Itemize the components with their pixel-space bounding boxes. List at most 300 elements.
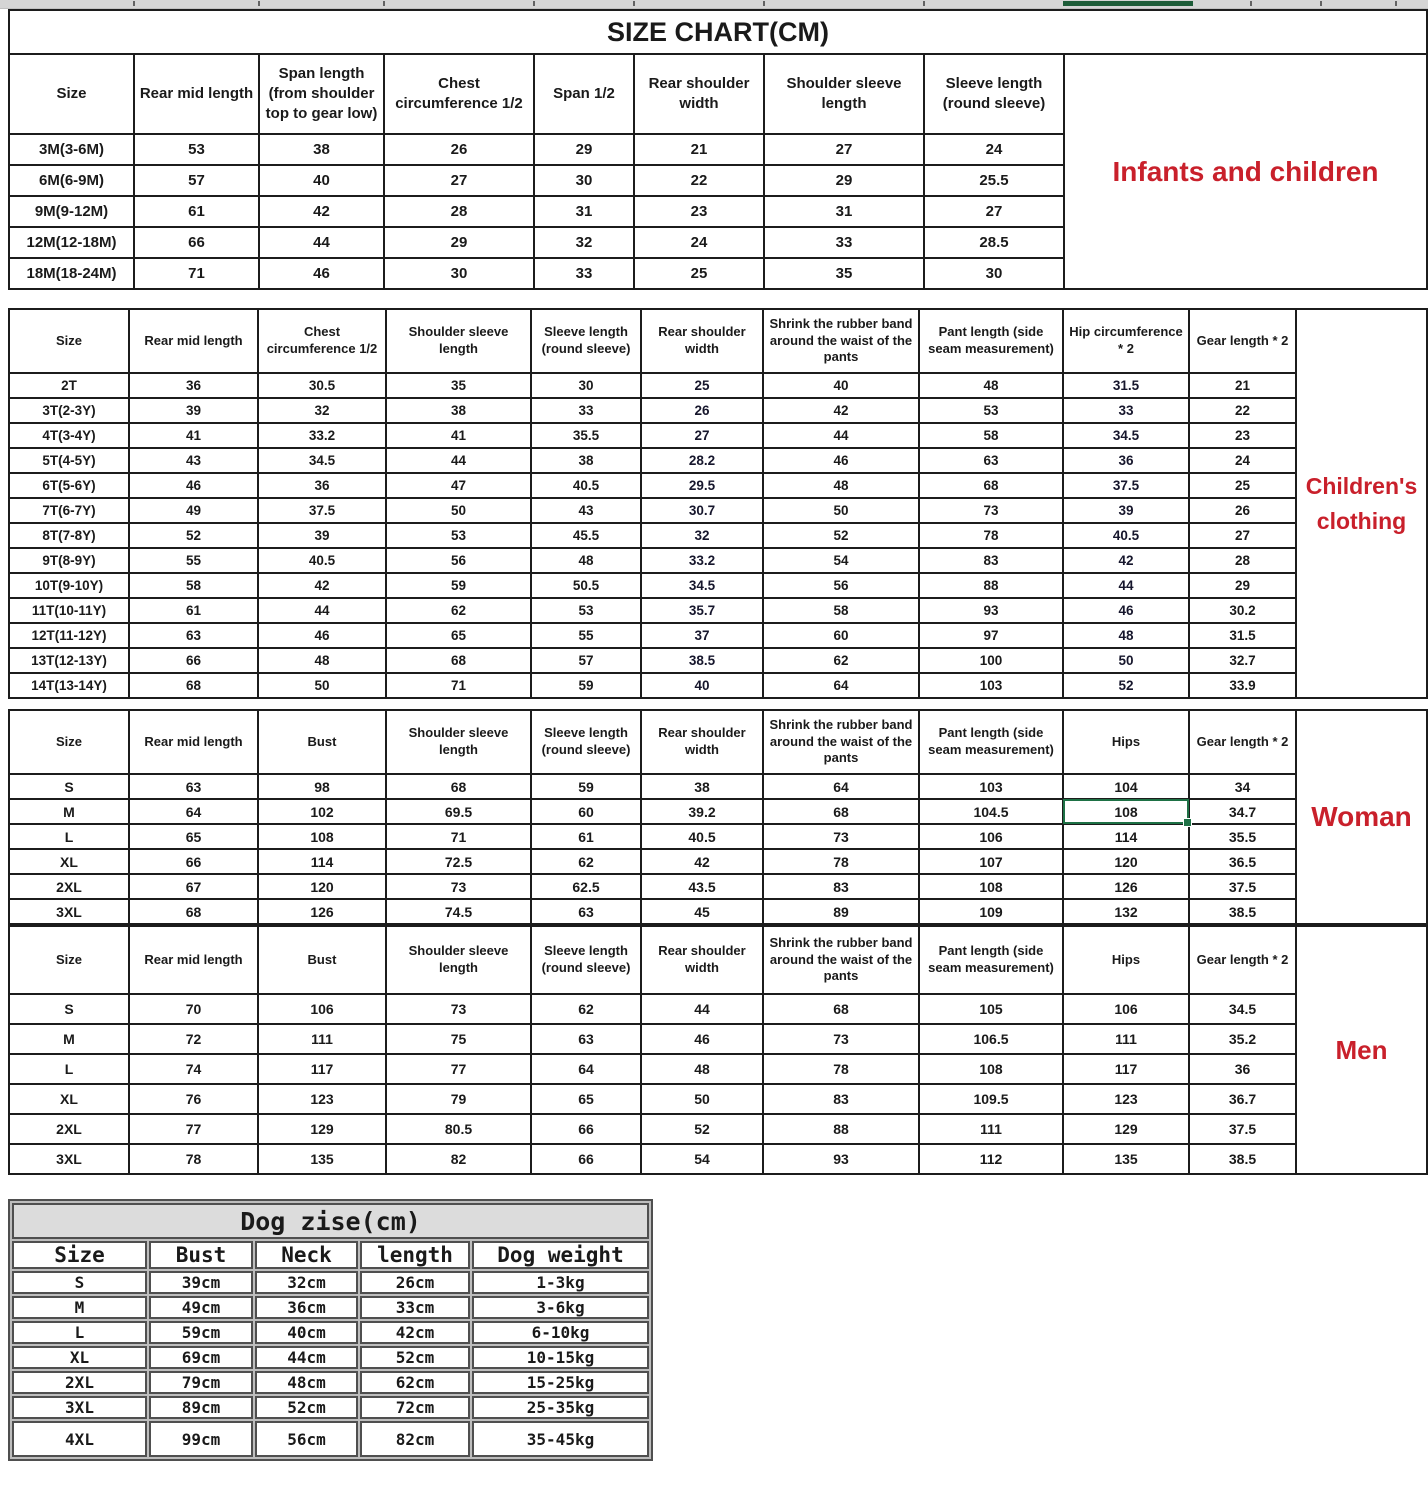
- value-cell[interactable]: 59: [531, 774, 641, 799]
- value-cell[interactable]: 58: [919, 423, 1063, 448]
- value-cell[interactable]: 68: [386, 774, 531, 799]
- value-cell[interactable]: 44: [1063, 573, 1189, 598]
- column-header[interactable]: Span 1/2: [534, 54, 634, 134]
- value-cell[interactable]: 40: [259, 165, 384, 196]
- value-cell[interactable]: 72cm: [360, 1396, 470, 1419]
- column-header[interactable]: Rear shoulder width: [641, 710, 763, 774]
- value-cell[interactable]: 44: [763, 423, 919, 448]
- value-cell[interactable]: 50.5: [531, 573, 641, 598]
- value-cell[interactable]: 52: [129, 523, 258, 548]
- row-size-cell[interactable]: 12M(12-18M): [9, 227, 134, 258]
- value-cell[interactable]: 126: [258, 899, 386, 924]
- value-cell[interactable]: 37.5: [1189, 1114, 1296, 1144]
- value-cell[interactable]: 74: [129, 1054, 258, 1084]
- value-cell[interactable]: 6-10kg: [472, 1321, 649, 1344]
- value-cell[interactable]: 46: [1063, 598, 1189, 623]
- row-size-cell[interactable]: XL: [12, 1346, 147, 1369]
- value-cell[interactable]: 66: [129, 849, 258, 874]
- value-cell[interactable]: 44: [641, 994, 763, 1024]
- row-size-cell[interactable]: L: [9, 1054, 129, 1084]
- value-cell[interactable]: 73: [386, 994, 531, 1024]
- value-cell[interactable]: 28: [1189, 548, 1296, 573]
- column-header[interactable]: Chest circumference 1/2: [258, 309, 386, 373]
- value-cell[interactable]: 30: [531, 373, 641, 398]
- column-header[interactable]: Size: [9, 54, 134, 134]
- value-cell[interactable]: 88: [763, 1114, 919, 1144]
- column-header[interactable]: Sleeve length (round sleeve): [531, 926, 641, 994]
- value-cell[interactable]: 64: [763, 673, 919, 698]
- value-cell[interactable]: 36cm: [255, 1296, 358, 1319]
- value-cell[interactable]: 44: [259, 227, 384, 258]
- column-header[interactable]: Gear length * 2: [1189, 926, 1296, 994]
- value-cell[interactable]: 30: [534, 165, 634, 196]
- value-cell[interactable]: 48: [641, 1054, 763, 1084]
- value-cell[interactable]: 30.7: [641, 498, 763, 523]
- value-cell[interactable]: 41: [386, 423, 531, 448]
- value-cell[interactable]: 33: [534, 258, 634, 289]
- row-size-cell[interactable]: XL: [9, 849, 129, 874]
- column-header[interactable]: Gear length * 2: [1189, 309, 1296, 373]
- value-cell[interactable]: 123: [1063, 1084, 1189, 1114]
- value-cell[interactable]: 46: [259, 258, 384, 289]
- column-header[interactable]: Rear mid length: [134, 54, 259, 134]
- value-cell[interactable]: 103: [919, 673, 1063, 698]
- row-size-cell[interactable]: 9T(8-9Y): [9, 548, 129, 573]
- value-cell[interactable]: 63: [531, 1024, 641, 1054]
- column-header[interactable]: Sleeve length (round sleeve): [531, 710, 641, 774]
- value-cell[interactable]: 108: [919, 874, 1063, 899]
- value-cell[interactable]: 28.2: [641, 448, 763, 473]
- value-cell[interactable]: 106: [919, 824, 1063, 849]
- row-size-cell[interactable]: 3XL: [12, 1396, 147, 1419]
- column-header[interactable]: Rear mid length: [129, 309, 258, 373]
- side-label[interactable]: Children's clothing: [1296, 309, 1427, 698]
- column-header[interactable]: Shoulder sleeve length: [386, 309, 531, 373]
- value-cell[interactable]: 27: [764, 134, 924, 165]
- value-cell[interactable]: 56cm: [255, 1421, 358, 1457]
- value-cell[interactable]: 65: [531, 1084, 641, 1114]
- value-cell[interactable]: 48: [763, 473, 919, 498]
- value-cell[interactable]: 55: [129, 548, 258, 573]
- side-label[interactable]: Woman: [1296, 710, 1427, 924]
- value-cell[interactable]: 72: [129, 1024, 258, 1054]
- value-cell[interactable]: 47: [386, 473, 531, 498]
- value-cell[interactable]: 36: [1189, 1054, 1296, 1084]
- row-size-cell[interactable]: S: [9, 774, 129, 799]
- value-cell[interactable]: 36: [258, 473, 386, 498]
- value-cell[interactable]: 66: [531, 1114, 641, 1144]
- value-cell[interactable]: 78: [763, 849, 919, 874]
- value-cell[interactable]: 33: [764, 227, 924, 258]
- value-cell[interactable]: 37.5: [1063, 473, 1189, 498]
- value-cell[interactable]: 40.5: [531, 473, 641, 498]
- column-header[interactable]: Pant length (side seam measurement): [919, 710, 1063, 774]
- value-cell[interactable]: 109: [919, 899, 1063, 924]
- value-cell[interactable]: 38: [531, 448, 641, 473]
- column-header[interactable]: Shrink the rubber band around the waist of the pants: [763, 926, 919, 994]
- value-cell[interactable]: 27: [641, 423, 763, 448]
- value-cell[interactable]: 126: [1063, 874, 1189, 899]
- column-header[interactable]: Shrink the rubber band around the waist of the pants: [763, 710, 919, 774]
- value-cell[interactable]: 38.5: [1189, 899, 1296, 924]
- value-cell[interactable]: 64: [763, 774, 919, 799]
- value-cell[interactable]: 63: [129, 774, 258, 799]
- value-cell[interactable]: 48: [919, 373, 1063, 398]
- value-cell[interactable]: 57: [531, 648, 641, 673]
- row-size-cell[interactable]: L: [12, 1321, 147, 1344]
- value-cell[interactable]: 36.5: [1189, 849, 1296, 874]
- value-cell[interactable]: 98: [258, 774, 386, 799]
- value-cell[interactable]: 36: [1063, 448, 1189, 473]
- value-cell[interactable]: 32.7: [1189, 648, 1296, 673]
- value-cell[interactable]: 60: [531, 799, 641, 824]
- value-cell[interactable]: 26: [641, 398, 763, 423]
- value-cell[interactable]: 40.5: [1063, 523, 1189, 548]
- value-cell[interactable]: 76: [129, 1084, 258, 1114]
- value-cell[interactable]: 48: [258, 648, 386, 673]
- column-header[interactable]: Sleeve length (round sleeve): [531, 309, 641, 373]
- value-cell[interactable]: 100: [919, 648, 1063, 673]
- value-cell[interactable]: 89: [763, 899, 919, 924]
- value-cell[interactable]: 45: [641, 899, 763, 924]
- value-cell[interactable]: 83: [763, 1084, 919, 1114]
- value-cell[interactable]: 39cm: [149, 1271, 253, 1294]
- value-cell[interactable]: 35.2: [1189, 1024, 1296, 1054]
- side-label[interactable]: Infants and children: [1064, 54, 1427, 289]
- value-cell[interactable]: 35.5: [1189, 824, 1296, 849]
- value-cell[interactable]: 39.2: [641, 799, 763, 824]
- value-cell[interactable]: 21: [634, 134, 764, 165]
- value-cell[interactable]: 59: [386, 573, 531, 598]
- value-cell[interactable]: 21: [1189, 373, 1296, 398]
- value-cell[interactable]: 89cm: [149, 1396, 253, 1419]
- value-cell[interactable]: 73: [763, 1024, 919, 1054]
- value-cell[interactable]: 37.5: [258, 498, 386, 523]
- column-header[interactable]: Pant length (side seam measurement): [919, 309, 1063, 373]
- value-cell[interactable]: 88: [919, 573, 1063, 598]
- value-cell[interactable]: 3-6kg: [472, 1296, 649, 1319]
- column-header[interactable]: Shoulder sleeve length: [764, 54, 924, 134]
- value-cell[interactable]: 40cm: [255, 1321, 358, 1344]
- value-cell[interactable]: 33.2: [641, 548, 763, 573]
- column-header[interactable]: Size: [9, 309, 129, 373]
- value-cell[interactable]: 33.2: [258, 423, 386, 448]
- value-cell[interactable]: 23: [1189, 423, 1296, 448]
- value-cell[interactable]: 46: [763, 448, 919, 473]
- value-cell[interactable]: 66: [531, 1144, 641, 1174]
- value-cell[interactable]: 40: [641, 673, 763, 698]
- value-cell[interactable]: 28: [384, 196, 534, 227]
- value-cell[interactable]: 61: [134, 196, 259, 227]
- value-cell[interactable]: 39: [1063, 498, 1189, 523]
- value-cell[interactable]: 106: [1063, 994, 1189, 1024]
- value-cell[interactable]: 28.5: [924, 227, 1064, 258]
- value-cell[interactable]: 42: [258, 573, 386, 598]
- value-cell[interactable]: 53: [919, 398, 1063, 423]
- value-cell[interactable]: 79: [386, 1084, 531, 1114]
- value-cell[interactable]: 48cm: [255, 1371, 358, 1394]
- column-header[interactable]: Sleeve length (round sleeve): [924, 54, 1064, 134]
- value-cell[interactable]: 99cm: [149, 1421, 253, 1457]
- column-header[interactable]: Shoulder sleeve length: [386, 926, 531, 994]
- value-cell[interactable]: 108: [1063, 799, 1189, 824]
- value-cell[interactable]: 25: [634, 258, 764, 289]
- row-size-cell[interactable]: 10T(9-10Y): [9, 573, 129, 598]
- column-header[interactable]: Span length (from shoulder top to gear low): [259, 54, 384, 134]
- value-cell[interactable]: 52: [1063, 673, 1189, 698]
- value-cell[interactable]: 62.5: [531, 874, 641, 899]
- value-cell[interactable]: 52: [763, 523, 919, 548]
- value-cell[interactable]: 52cm: [255, 1396, 358, 1419]
- column-header[interactable]: Hip circumference * 2: [1063, 309, 1189, 373]
- value-cell[interactable]: 54: [763, 548, 919, 573]
- value-cell[interactable]: 111: [1063, 1024, 1189, 1054]
- value-cell[interactable]: 44cm: [255, 1346, 358, 1369]
- value-cell[interactable]: 45.5: [531, 523, 641, 548]
- row-size-cell[interactable]: 3XL: [9, 1144, 129, 1174]
- row-size-cell[interactable]: XL: [9, 1084, 129, 1114]
- row-size-cell[interactable]: 2XL: [9, 874, 129, 899]
- row-size-cell[interactable]: 18M(18-24M): [9, 258, 134, 289]
- row-size-cell[interactable]: 3XL: [9, 899, 129, 924]
- row-size-cell[interactable]: 12T(11-12Y): [9, 623, 129, 648]
- value-cell[interactable]: 30: [384, 258, 534, 289]
- row-size-cell[interactable]: M: [9, 799, 129, 824]
- value-cell[interactable]: 97: [919, 623, 1063, 648]
- value-cell[interactable]: 79cm: [149, 1371, 253, 1394]
- value-cell[interactable]: 63: [531, 899, 641, 924]
- value-cell[interactable]: 120: [258, 874, 386, 899]
- value-cell[interactable]: 72.5: [386, 849, 531, 874]
- value-cell[interactable]: 66: [134, 227, 259, 258]
- value-cell[interactable]: 15-25kg: [472, 1371, 649, 1394]
- value-cell[interactable]: 38: [259, 134, 384, 165]
- value-cell[interactable]: 25: [641, 373, 763, 398]
- value-cell[interactable]: 83: [919, 548, 1063, 573]
- value-cell[interactable]: 34.5: [641, 573, 763, 598]
- value-cell[interactable]: 49: [129, 498, 258, 523]
- value-cell[interactable]: 78: [129, 1144, 258, 1174]
- value-cell[interactable]: 41: [129, 423, 258, 448]
- value-cell[interactable]: 54: [641, 1144, 763, 1174]
- column-header[interactable]: length: [360, 1241, 470, 1269]
- value-cell[interactable]: 63: [919, 448, 1063, 473]
- value-cell[interactable]: 117: [1063, 1054, 1189, 1084]
- value-cell[interactable]: 75: [386, 1024, 531, 1054]
- column-header[interactable]: Size: [9, 710, 129, 774]
- value-cell[interactable]: 33: [1063, 398, 1189, 423]
- value-cell[interactable]: 106.5: [919, 1024, 1063, 1054]
- value-cell[interactable]: 62: [763, 648, 919, 673]
- value-cell[interactable]: 135: [1063, 1144, 1189, 1174]
- value-cell[interactable]: 71: [386, 673, 531, 698]
- column-header[interactable]: Shrink the rubber band around the waist of the pants: [763, 309, 919, 373]
- row-size-cell[interactable]: 2XL: [9, 1114, 129, 1144]
- value-cell[interactable]: 77: [386, 1054, 531, 1084]
- column-header[interactable]: Bust: [258, 710, 386, 774]
- value-cell[interactable]: 62cm: [360, 1371, 470, 1394]
- value-cell[interactable]: 25-35kg: [472, 1396, 649, 1419]
- value-cell[interactable]: 24: [924, 134, 1064, 165]
- value-cell[interactable]: 52cm: [360, 1346, 470, 1369]
- value-cell[interactable]: 39: [129, 398, 258, 423]
- value-cell[interactable]: 35: [386, 373, 531, 398]
- value-cell[interactable]: 52: [641, 1114, 763, 1144]
- value-cell[interactable]: 35.5: [531, 423, 641, 448]
- value-cell[interactable]: 27: [924, 196, 1064, 227]
- value-cell[interactable]: 38.5: [1189, 1144, 1296, 1174]
- value-cell[interactable]: 68: [129, 899, 258, 924]
- value-cell[interactable]: 57: [134, 165, 259, 196]
- value-cell[interactable]: 50: [641, 1084, 763, 1114]
- value-cell[interactable]: 61: [129, 598, 258, 623]
- value-cell[interactable]: 42cm: [360, 1321, 470, 1344]
- value-cell[interactable]: 32cm: [255, 1271, 358, 1294]
- column-header[interactable]: Rear shoulder width: [641, 309, 763, 373]
- value-cell[interactable]: 80.5: [386, 1114, 531, 1144]
- value-cell[interactable]: 68: [919, 473, 1063, 498]
- value-cell[interactable]: 82cm: [360, 1421, 470, 1457]
- column-header[interactable]: Shoulder sleeve length: [386, 710, 531, 774]
- value-cell[interactable]: 29.5: [641, 473, 763, 498]
- row-size-cell[interactable]: S: [9, 994, 129, 1024]
- column-header[interactable]: Chest circumference 1/2: [384, 54, 534, 134]
- value-cell[interactable]: 120: [1063, 849, 1189, 874]
- value-cell[interactable]: 62: [386, 598, 531, 623]
- value-cell[interactable]: 26: [1189, 498, 1296, 523]
- value-cell[interactable]: 114: [1063, 824, 1189, 849]
- value-cell[interactable]: 23: [634, 196, 764, 227]
- row-size-cell[interactable]: L: [9, 824, 129, 849]
- value-cell[interactable]: 67: [129, 874, 258, 899]
- value-cell[interactable]: 35-45kg: [472, 1421, 649, 1457]
- value-cell[interactable]: 59cm: [149, 1321, 253, 1344]
- value-cell[interactable]: 35.7: [641, 598, 763, 623]
- value-cell[interactable]: 49cm: [149, 1296, 253, 1319]
- value-cell[interactable]: 38.5: [641, 648, 763, 673]
- row-size-cell[interactable]: 3M(3-6M): [9, 134, 134, 165]
- value-cell[interactable]: 40.5: [641, 824, 763, 849]
- value-cell[interactable]: 70: [129, 994, 258, 1024]
- value-cell[interactable]: 32: [258, 398, 386, 423]
- row-size-cell[interactable]: 11T(10-11Y): [9, 598, 129, 623]
- value-cell[interactable]: 93: [763, 1144, 919, 1174]
- value-cell[interactable]: 102: [258, 799, 386, 824]
- value-cell[interactable]: 34.5: [1189, 994, 1296, 1024]
- value-cell[interactable]: 73: [386, 874, 531, 899]
- value-cell[interactable]: 25.5: [924, 165, 1064, 196]
- value-cell[interactable]: 29: [1189, 573, 1296, 598]
- value-cell[interactable]: 29: [534, 134, 634, 165]
- value-cell[interactable]: 29: [384, 227, 534, 258]
- value-cell[interactable]: 77: [129, 1114, 258, 1144]
- value-cell[interactable]: 69.5: [386, 799, 531, 824]
- value-cell[interactable]: 64: [531, 1054, 641, 1084]
- value-cell[interactable]: 26: [384, 134, 534, 165]
- value-cell[interactable]: 34.5: [1063, 423, 1189, 448]
- value-cell[interactable]: 10-15kg: [472, 1346, 649, 1369]
- value-cell[interactable]: 93: [919, 598, 1063, 623]
- value-cell[interactable]: 109.5: [919, 1084, 1063, 1114]
- value-cell[interactable]: 108: [258, 824, 386, 849]
- column-header[interactable]: Bust: [258, 926, 386, 994]
- value-cell[interactable]: 68: [763, 994, 919, 1024]
- value-cell[interactable]: 33: [531, 398, 641, 423]
- value-cell[interactable]: 30: [924, 258, 1064, 289]
- value-cell[interactable]: 78: [919, 523, 1063, 548]
- value-cell[interactable]: 42: [1063, 548, 1189, 573]
- value-cell[interactable]: 71: [386, 824, 531, 849]
- value-cell[interactable]: 104.5: [919, 799, 1063, 824]
- value-cell[interactable]: 50: [763, 498, 919, 523]
- value-cell[interactable]: 34.7: [1189, 799, 1296, 824]
- column-header[interactable]: Gear length * 2: [1189, 710, 1296, 774]
- value-cell[interactable]: 111: [919, 1114, 1063, 1144]
- value-cell[interactable]: 74.5: [386, 899, 531, 924]
- value-cell[interactable]: 56: [386, 548, 531, 573]
- value-cell[interactable]: 42: [763, 398, 919, 423]
- value-cell[interactable]: 63: [129, 623, 258, 648]
- value-cell[interactable]: 104: [1063, 774, 1189, 799]
- value-cell[interactable]: 68: [129, 673, 258, 698]
- row-size-cell[interactable]: 8T(7-8Y): [9, 523, 129, 548]
- value-cell[interactable]: 29: [764, 165, 924, 196]
- value-cell[interactable]: 50: [258, 673, 386, 698]
- value-cell[interactable]: 27: [384, 165, 534, 196]
- value-cell[interactable]: 78: [763, 1054, 919, 1084]
- row-size-cell[interactable]: S: [12, 1271, 147, 1294]
- row-size-cell[interactable]: 4T(3-4Y): [9, 423, 129, 448]
- value-cell[interactable]: 73: [763, 824, 919, 849]
- value-cell[interactable]: 42: [641, 849, 763, 874]
- column-header[interactable]: Hips: [1063, 710, 1189, 774]
- value-cell[interactable]: 31.5: [1063, 373, 1189, 398]
- value-cell[interactable]: 129: [1063, 1114, 1189, 1144]
- row-size-cell[interactable]: 6T(5-6Y): [9, 473, 129, 498]
- column-header[interactable]: Rear shoulder width: [634, 54, 764, 134]
- value-cell[interactable]: 50: [1063, 648, 1189, 673]
- row-size-cell[interactable]: 2XL: [12, 1371, 147, 1394]
- value-cell[interactable]: 58: [763, 598, 919, 623]
- row-size-cell[interactable]: 4XL: [12, 1421, 147, 1457]
- value-cell[interactable]: 31.5: [1189, 623, 1296, 648]
- value-cell[interactable]: 40: [763, 373, 919, 398]
- value-cell[interactable]: 66: [129, 648, 258, 673]
- value-cell[interactable]: 22: [1189, 398, 1296, 423]
- column-header[interactable]: Neck: [255, 1241, 358, 1269]
- value-cell[interactable]: 30.2: [1189, 598, 1296, 623]
- row-size-cell[interactable]: 6M(6-9M): [9, 165, 134, 196]
- value-cell[interactable]: 68: [386, 648, 531, 673]
- value-cell[interactable]: 132: [1063, 899, 1189, 924]
- row-size-cell[interactable]: 14T(13-14Y): [9, 673, 129, 698]
- value-cell[interactable]: 40.5: [258, 548, 386, 573]
- value-cell[interactable]: 37.5: [1189, 874, 1296, 899]
- row-size-cell[interactable]: 7T(6-7Y): [9, 498, 129, 523]
- value-cell[interactable]: 60: [763, 623, 919, 648]
- value-cell[interactable]: 129: [258, 1114, 386, 1144]
- value-cell[interactable]: 44: [258, 598, 386, 623]
- value-cell[interactable]: 117: [258, 1054, 386, 1084]
- value-cell[interactable]: 64: [129, 799, 258, 824]
- value-cell[interactable]: 114: [258, 849, 386, 874]
- value-cell[interactable]: 46: [641, 1024, 763, 1054]
- value-cell[interactable]: 56: [763, 573, 919, 598]
- value-cell[interactable]: 34.5: [258, 448, 386, 473]
- value-cell[interactable]: 38: [386, 398, 531, 423]
- value-cell[interactable]: 33cm: [360, 1296, 470, 1319]
- value-cell[interactable]: 32: [534, 227, 634, 258]
